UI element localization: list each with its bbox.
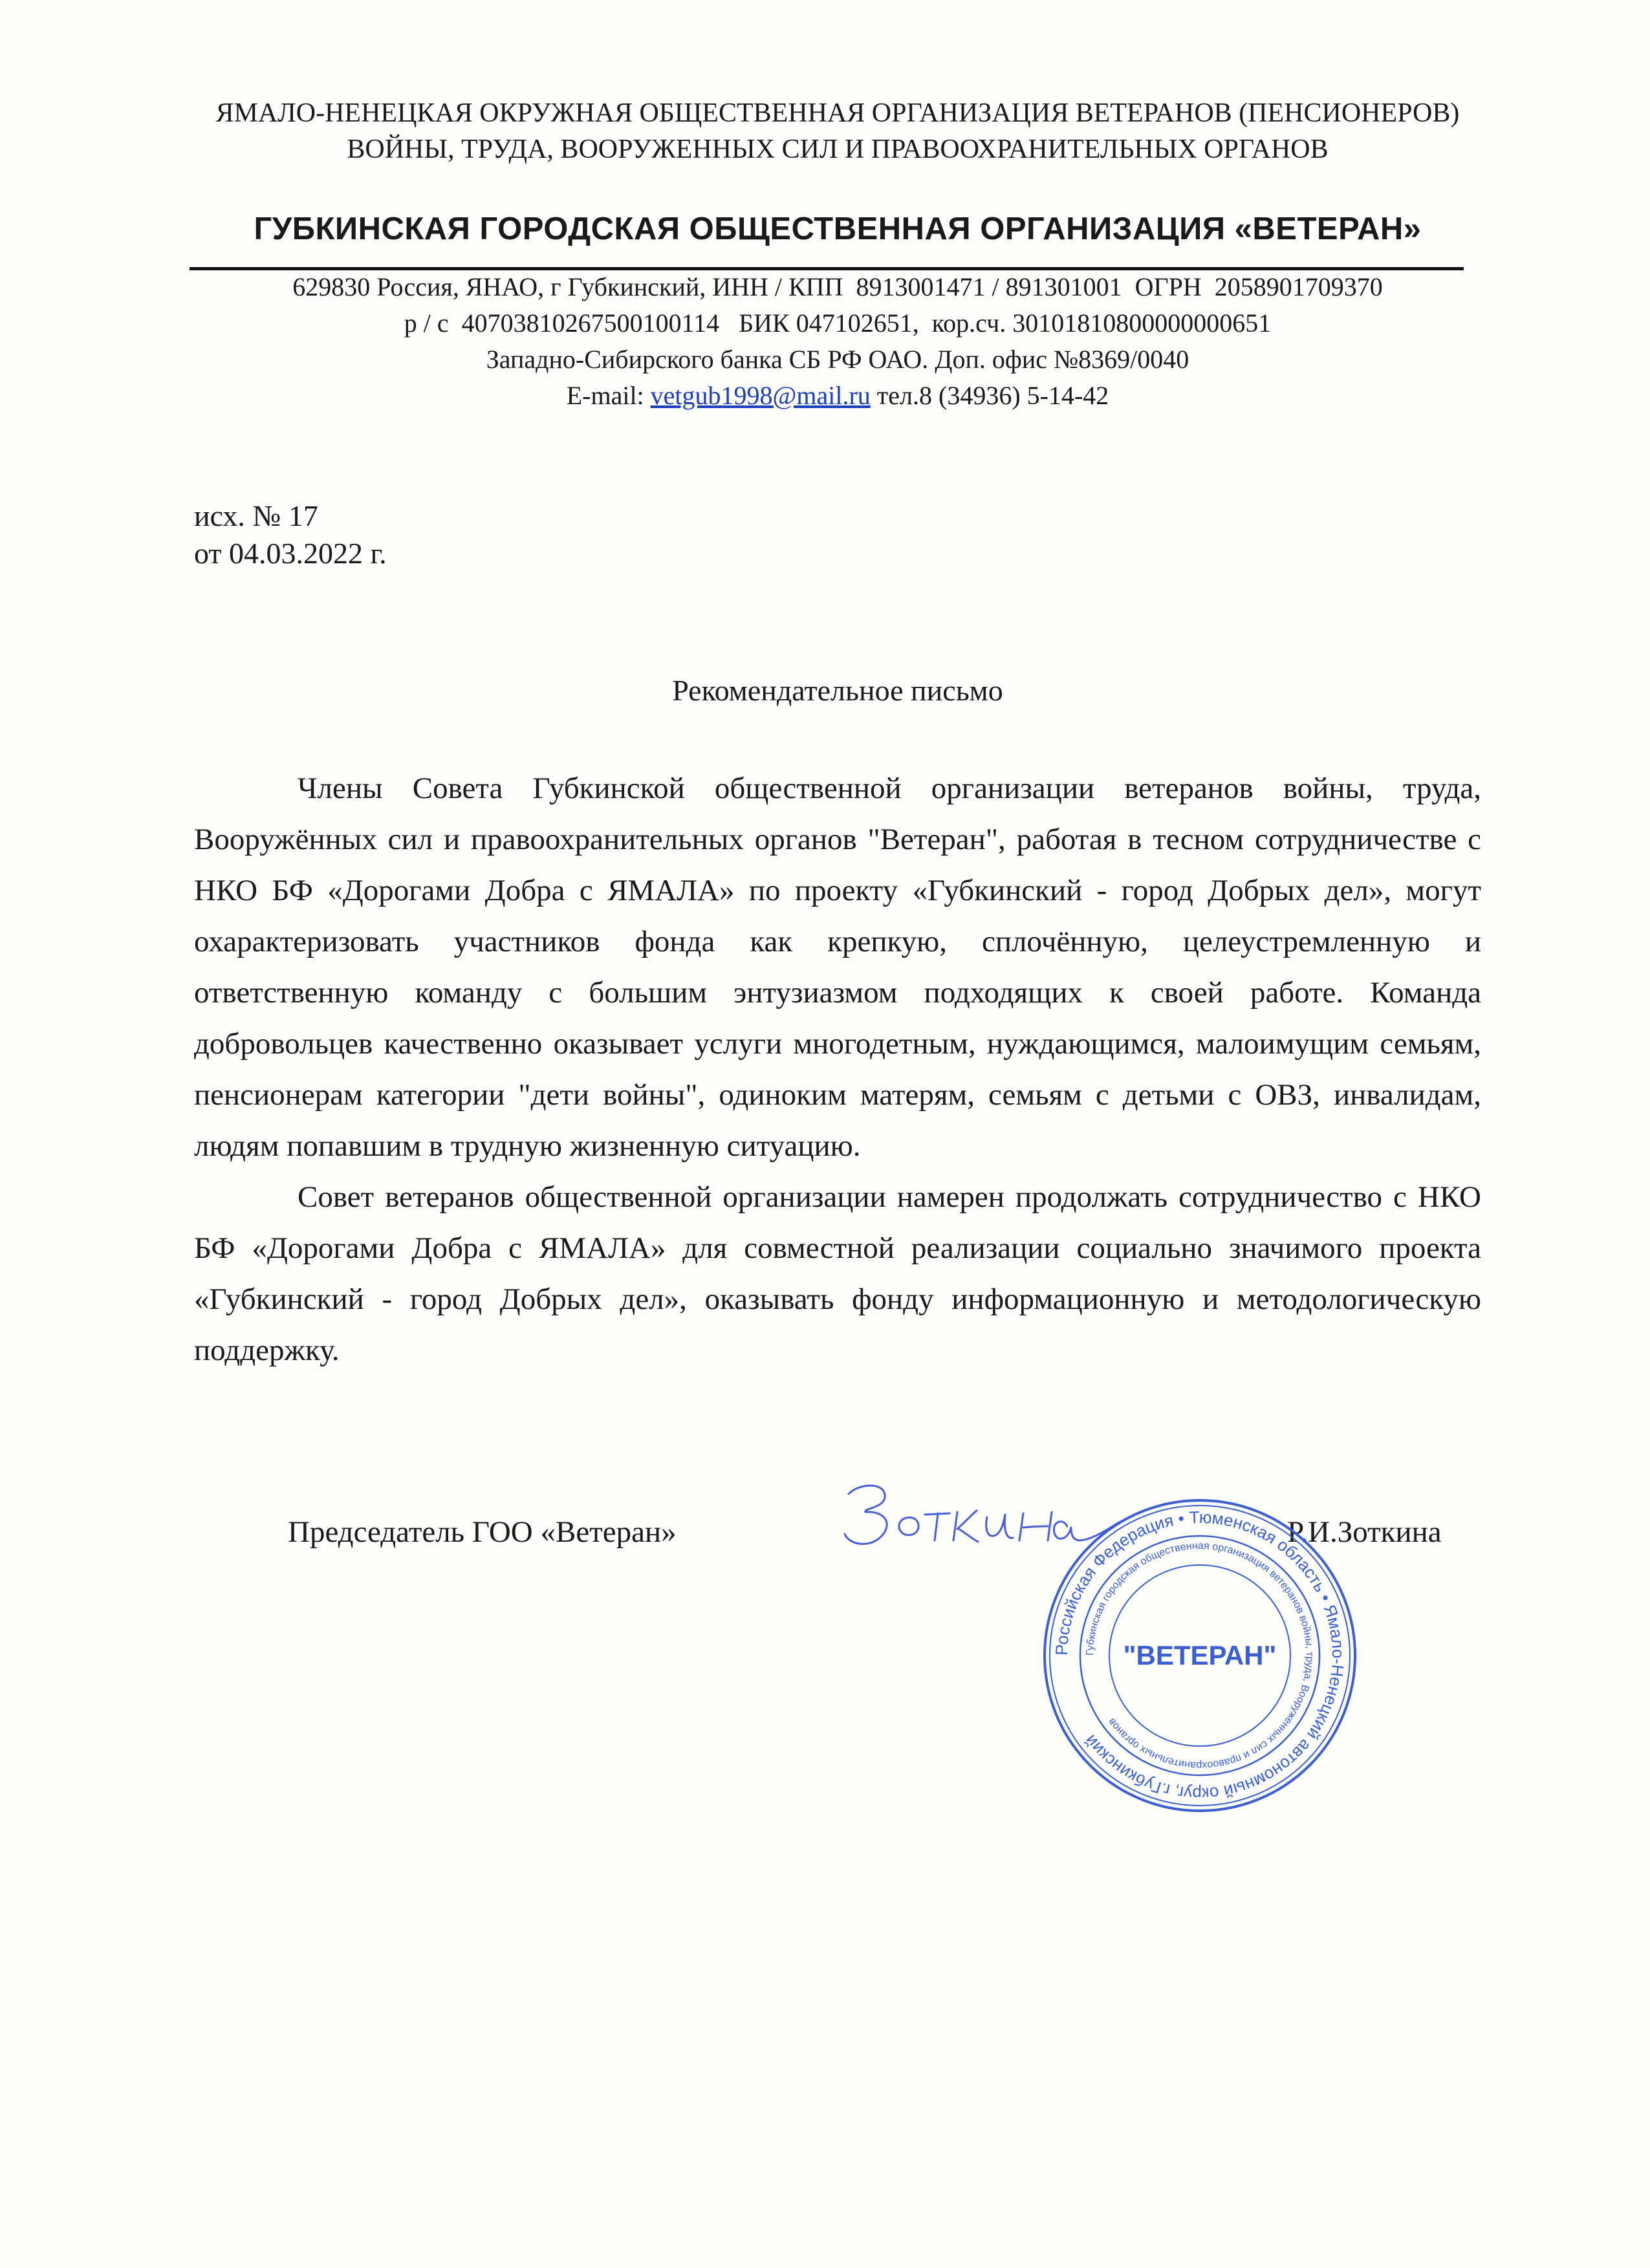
parent-org-line2: ВОЙНЫ, ТРУДА, ВООРУЖЕННЫХ СИЛ И ПРАВООХРАНИТЕЛЬНЫХ ОРГАНОВ: [347, 135, 1329, 164]
requisites-line1: 629830 Россия, ЯНАО, г Губкинский, ИНН / КПП 8913001471 / 891301001 ОГРН 2058901709370: [292, 272, 1383, 301]
email-label: E-mail:: [566, 381, 651, 410]
stamp-outer-text: Российская Федерация • Тюменская область • Ямало-Ненецкий автономный округ, г.Губкинский: [1051, 1507, 1349, 1804]
org-stamp: [1032, 1487, 1368, 1824]
requisites-line2: р / с 40703810267500100114 БИК 047102651, кор.сч. 30101810800000000651: [404, 308, 1272, 338]
phone: тел.8 (34936) 5-14-42: [870, 381, 1109, 410]
bank-line: Западно-Сибирского банка СБ РФ ОАО. Доп. офис №8369/0040: [486, 345, 1189, 374]
stamp-center-text: "ВЕТЕРАН": [1123, 1640, 1277, 1670]
header-rule: [190, 267, 1464, 270]
email-link[interactable]: vetgub1998@mail.ru: [650, 381, 871, 410]
outgoing-number: исх. № 17: [194, 499, 318, 532]
paragraph-1: Члены Совета Губкинской общественной организации ветеранов войны, труда, Вооружённых сил и правоохранительных органов "Ветеран", работая в тесном сотрудничестве с НКО БФ «Дорогами Добра с ЯМАЛА» по проекту «Губкинский - город Добрых дел», могут охарактеризовать участников фонда как крепкую, сплочённую, целеустремленную и ответственную команду с большим энтузиазмом подходящих к своей работе. Команда добровольцев качественно оказывает услуги многодетным, нуждающимся, малоимущим семьям, пенсионерам категории "дети войны", одиноким матерям, семьям с детьми с ОВЗ, инвалидам, людям попавшим в трудную жизненную ситуацию.: [194, 772, 1481, 1163]
stamp-inner-text: Губкинская городская общественная организация ветеранов войны, труда, Вооруженных сил и правоохранительных органов: [1084, 1540, 1316, 1771]
org-name: ГУБКИНСКАЯ ГОРОДСКАЯ ОБЩЕСТВЕННАЯ ОРГАНИЗАЦИЯ «ВЕТЕРАН»: [254, 211, 1422, 246]
letter-body: [194, 763, 1481, 1376]
contact-line: [194, 380, 1481, 411]
outgoing-date: от 04.03.2022 г.: [194, 537, 387, 570]
paragraph-2: Совет ветеранов общественной организации намерен продолжать сотрудничество с НКО БФ «Дорогами Добра с ЯМАЛА» для совместной реализации социально значимого проекта «Губкинский - город Добрых дел», оказывать фонду информационную и методологическую поддержку.: [194, 1180, 1481, 1367]
signatory-name: Р.И.Зоткина: [1287, 1515, 1442, 1549]
parent-org-line1: ЯМАЛО-НЕНЕЦКАЯ ОКРУЖНАЯ ОБЩЕСТВЕННАЯ ОРГАНИЗАЦИЯ ВЕТЕРАНОВ (ПЕНСИОНЕРОВ): [215, 98, 1460, 128]
signatory-position: Председатель ГОО «Ветеран»: [288, 1515, 677, 1549]
letter-title: Рекомендательное письмо: [672, 674, 1003, 707]
